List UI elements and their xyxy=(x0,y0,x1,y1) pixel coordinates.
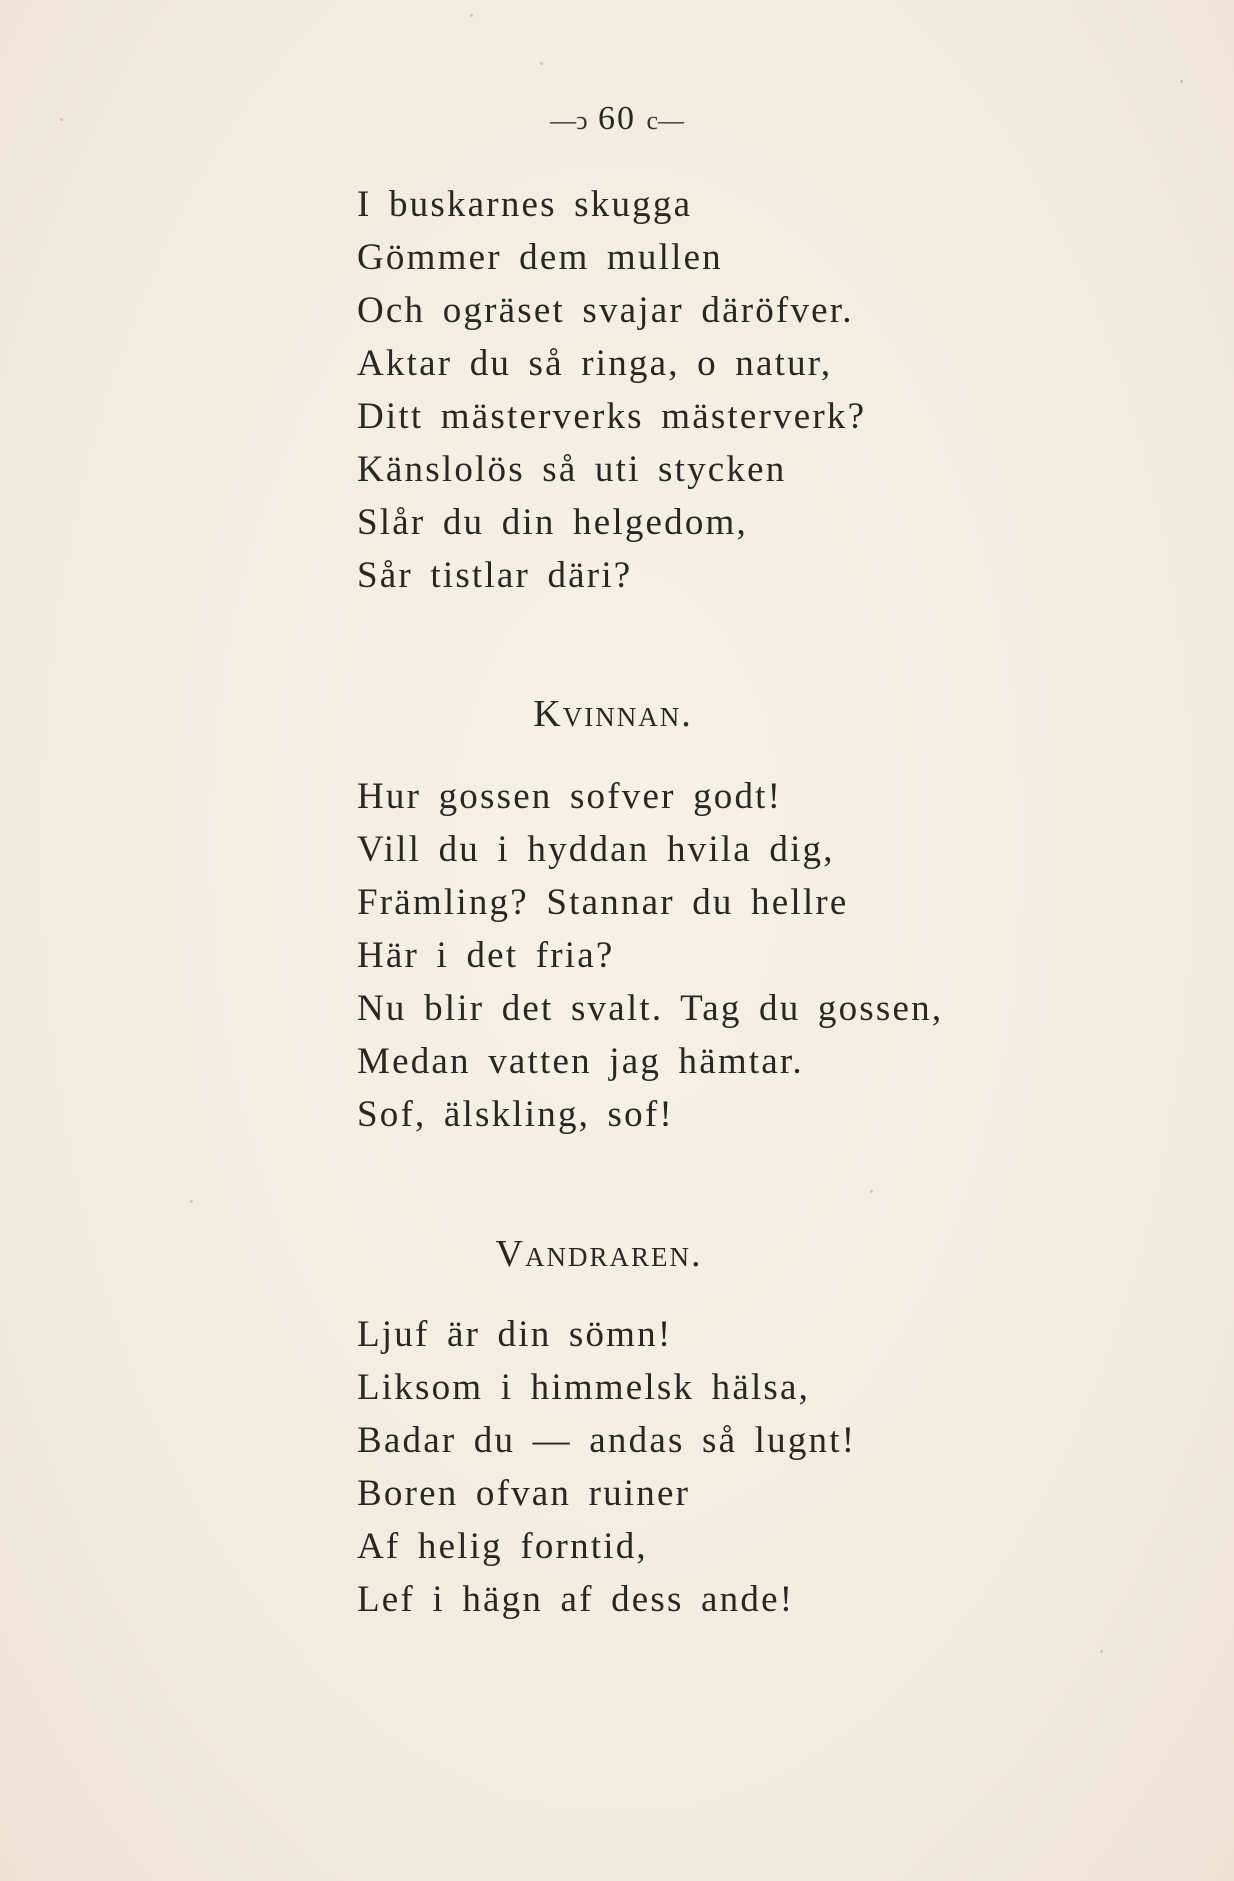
paper-speck xyxy=(540,62,543,65)
speaker-heading-vandraren: Vandraren. xyxy=(495,1233,703,1275)
left-ornament: —ↄ xyxy=(549,106,588,135)
verse-line: Ljuf är din sömn! xyxy=(357,1314,673,1355)
verse-line: I buskarnes skugga xyxy=(357,184,693,225)
verse-line: Aktar du så ringa, o natur, xyxy=(357,343,833,384)
stanza-vandraren xyxy=(357,1308,856,1626)
verse-line: Nu blir det svalt. Tag du gossen, xyxy=(357,988,944,1029)
verse-line: Af helig forntid, xyxy=(357,1526,648,1567)
page-number: 60 xyxy=(598,100,636,137)
verse-line: Ditt mästerverks mästerverk? xyxy=(357,396,867,437)
verse-line: Badar du — andas så lugnt! xyxy=(357,1420,857,1461)
right-ornament: c— xyxy=(646,106,685,135)
stanza-opening xyxy=(357,178,866,602)
paper-speck xyxy=(470,14,473,17)
verse-line: Slår du din helgedom, xyxy=(357,502,748,543)
paper-speck xyxy=(870,1190,873,1193)
verse-line: Hur gossen sofver godt! xyxy=(357,776,783,817)
verse-line: Vill du i hyddan hvila dig, xyxy=(357,829,835,870)
verse-line: Här i det fria? xyxy=(357,935,615,976)
paper-speck xyxy=(1100,1650,1103,1653)
speaker-heading-kvinnan: Kvinnan. xyxy=(533,693,693,735)
verse-line: Gömmer dem mullen xyxy=(357,237,723,278)
verse-line: Lef i hägn af dess ande! xyxy=(357,1579,795,1620)
verse-line: Och ogräset svajar däröfver. xyxy=(357,290,854,331)
stanza-kvinnan xyxy=(357,770,943,1141)
verse-line: Känslolös så uti stycken xyxy=(357,449,787,490)
verse-line: Sof, älskling, sof! xyxy=(357,1094,674,1135)
page-header xyxy=(0,100,1234,138)
verse-line: Sår tistlar däri? xyxy=(357,555,633,596)
verse-line: Medan vatten jag hämtar. xyxy=(357,1041,804,1082)
verse-line: Främling? Stannar du hellre xyxy=(357,882,849,923)
verse-line: Boren ofvan ruiner xyxy=(357,1473,691,1514)
verse-line: Liksom i himmelsk hälsa, xyxy=(357,1367,811,1408)
paper-speck xyxy=(60,118,63,121)
paper-speck xyxy=(1180,80,1183,83)
paper-speck xyxy=(190,1200,193,1203)
